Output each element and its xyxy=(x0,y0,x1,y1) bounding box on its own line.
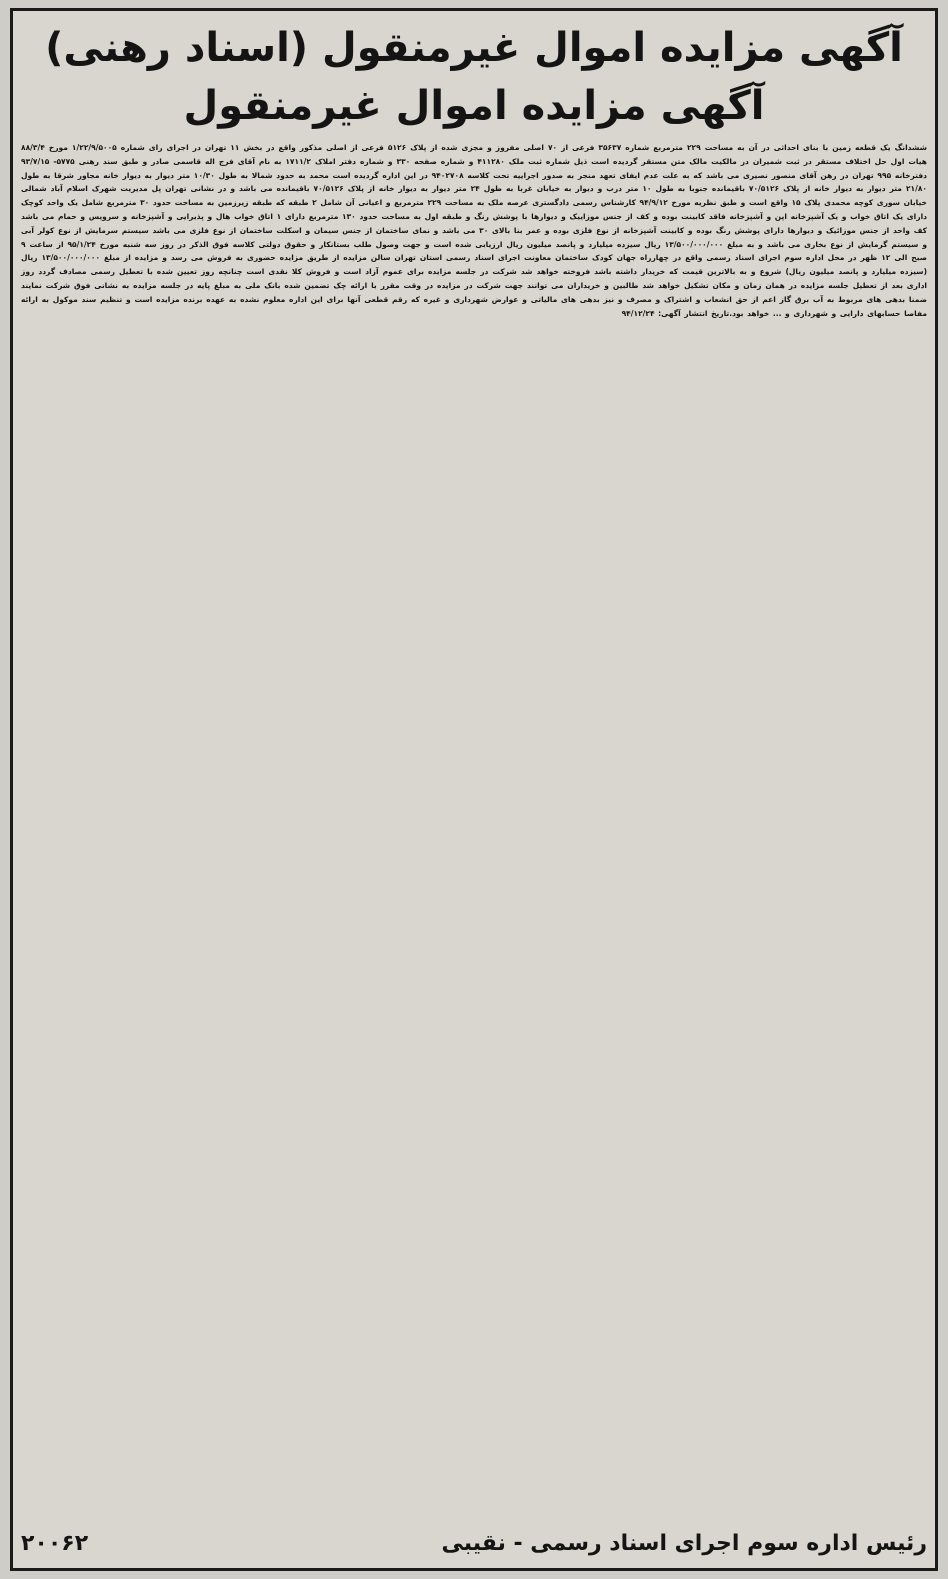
notice-title-secondary: آگهی مزایده اموال غیرمنقول xyxy=(183,83,765,129)
notice-signer: رئیس اداره سوم اجرای اسناد رسمی - نقیبی xyxy=(441,1531,927,1556)
notice-code: ۲۰۰۶۲ xyxy=(21,1531,89,1556)
notice-title-main: آگهی مزایده اموال غیرمنقول (اسناد رهنی) xyxy=(45,25,903,71)
notice-footer xyxy=(21,1528,927,1560)
notice-body: ششدانگ یک قطعه زمین با بنای احداثی در آن به مساحت ۲۲۹ مترمربع شماره ۳۵۶۳۷ فرعی از ۷۰ اصلی مفروز و مجزی شده از پلاک ۵۱۲۶ فرعی از اصلی مذکور واقع در بخش ۱۱ تهران در اجرای رای شماره ۱/۲۲/۹/۵۰۰۵ مورخ ۸۸/۳/۴ هیات اول حل اختلاف مستقر در ثبت شمیران در مالکیت مالک متن مستقر گردیده است ذیل شماره ثبت ملک ۴۱۱۲۸۰ و شماره صفحه ۳۳۰ و شماره دفتر املاک ۱۷۱۱/۲ به نام آقای فرج اله قاسمی صادر و طبق سند رهنی ۵۷۷۵- ۹۳/۷/۱۵ دفترخانه ۹۹۵ تهران در رهن آقای منصور نصیری می باشد که به علت عدم ایفای تعهد منجر به صدور اجراییه تحت کلاسه ۹۴۰۲۷۰۸ در این اداره گردیده است محمد به حدود شمالا به طول ۱۰/۳۰ متر دیوار به دیوار خانه مجاور شرقا به طول ۲۱/۸۰ متر دیوار به دیوار خانه از پلاک ۷۰/۵۱۲۶ باقیمانده جنوبا به طول ۱۰ متر درب و دیوار به خیابان غربا به طول ۲۴ متر دیوار به دیوار خانه از پلاک ۷۰/۵۱۲۶ باقیمانده می باشد و در نشانی تهران پل مدیریت شهرک اسلام آباد شمالی خیابان سوری کوچه محمدی پلاک ۱۵ واقع است و طبق نظریه مورخ ۹۴/۹/۱۲ کارشناس رسمی دادگستری عرصه ملک به مساحت ۲۲۹ مترمربع و اعیانی آن شامل ۲ طبقه که طبقه زیرزمین به مساحت حدود ۳۰ مترمربع شامل یک واحد کوچک دارای یک اتاق خواب و یک آشپزخانه اپن و آشپزخانه فاقد کابینت بوده و کف از جنس موزاییک و دیوارها با پوشش رنگ و طبقه اول به مساحت حدود ۱۳۰ مترمربع دارای ۱ اتاق خواب هال و پذیرایی و آشپزخانه و سرویس و حمام می باشد کف واحد از جنس موزائیک و دیوارها دارای پوشش رنگ بوده و کابینت آشپزخانه از نوع فلزی بوده و عمر بنا بالای ۳۰ می باشد و نمای ساختمان از جنس سیمان و اسکلت ساختمان از نوع فلزی می باشد سیستم سرمایش از نوع کولر آبی و سیستم گرمایش از نوع بخاری می باشد و به مبلغ ۱۳/۵۰۰/۰۰۰/۰۰۰ ریال سیزده میلیارد و پانصد میلیون ریال ارزیابی شده است و جهت وصول طلب بستانکار و حقوق دولتی کلاسه فوق الذکر در روز سه شنبه مورخ ۹۵/۱/۲۴ از ساعت ۹ صبح الی ۱۲ ظهر در محل اداره سوم اجرای اسناد رسمی واقع در چهارراه جهان کودک ساختمان معاونت اجرای اسناد رسمی استان تهران سالن مزایده از طریق مزایده حضوری به فروش می رسد و مزایده از مبلغ ۱۳/۵۰۰/۰۰۰/۰۰۰ ریال (سیزده میلیارد و پانصد میلیون ریال) شروع و به بالاترین قیمت که خریدار داشته باشد فروخته خواهد شد شرکت در جلسه مزایده برای عموم آزاد است و فروش کلا نقدی است چنانچه روز تعیین شده با تعطیل رسمی مصادف گردد روز اداری بعد از تعطیل جلسه مزایده در همان زمان و مکان تشکیل خواهد شد طالبین و خریداران می توانند جهت شرکت در مزایده در وقت مقرر با ارائه چک تضمین شده بانک ملی به مبلغ پایه در جلسه مزایده به نشانی فوق شرکت نمایند ضمنا بدهی های مربوط به آب برق گاز اعم از حق انشعاب و اشتراک و مصرف و نیز بدهی های مالیاتی و عوارض شهرداری و غیره که رقم قطعی آنها برای این اداره معلوم نشده به عهده برنده مزایده است و تنظیم سند موکول به ارائه مفاصا حسابهای دارایی و شهرداری و ... خواهد بود.تاریخ انتشار آگهی: ۹۴/۱۲/۲۴ xyxy=(21,143,928,318)
newspaper-clipping xyxy=(10,8,938,1571)
notice-content xyxy=(21,19,927,1560)
